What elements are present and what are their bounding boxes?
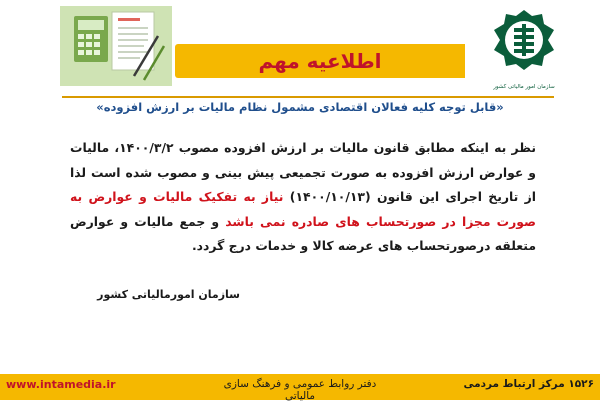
footer	[0, 374, 600, 400]
title-banner	[175, 44, 465, 78]
department-name: دفتر روابط عمومی و فرهنگ سازی مالیاتی	[223, 378, 377, 402]
website-link[interactable]: www.intamedia.ir	[6, 378, 116, 391]
page-title: اطلاعیه مهم	[258, 49, 382, 73]
body-text-2: و جمع مالیات و عوارض متعلقه درصورتحساب های عرضه کالا و خدمات درج گردد.	[70, 213, 536, 253]
contact-center: ۱۵۲۶ مرکز ارتباط مردمی	[463, 378, 594, 390]
logo-caption: سازمان امور مالیاتی کشور	[493, 84, 555, 90]
signature: سازمان امورمالیاتی کشور	[97, 288, 240, 301]
announcement-body	[70, 136, 536, 259]
body-text-1: نظر به اینکه مطابق قانون مالیات بر ارزش افزوده مصوب ۱۴۰۰/۳/۲، مالیات و عوارض ارزش افزوده به صورت تجمیعی پیش بینی و مصوب شده است لذا از تاریخ اجرای این قانون (۱۴۰۰/۱۰/۱۳)	[70, 140, 536, 204]
body-highlight: نیاز به تفکیک مالیات و عوارض به صورت مجزا در صورتحساب های صادره نمی باشد	[70, 189, 537, 229]
tax-organization-logo	[492, 8, 556, 86]
subtitle: «قابل توجه کلیه فعالان اقتصادی مشمول نظام مالیات بر ارزش افزوده»	[96, 100, 504, 114]
divider	[62, 96, 554, 98]
documents-calculator-illustration	[60, 6, 172, 86]
header	[0, 0, 600, 95]
